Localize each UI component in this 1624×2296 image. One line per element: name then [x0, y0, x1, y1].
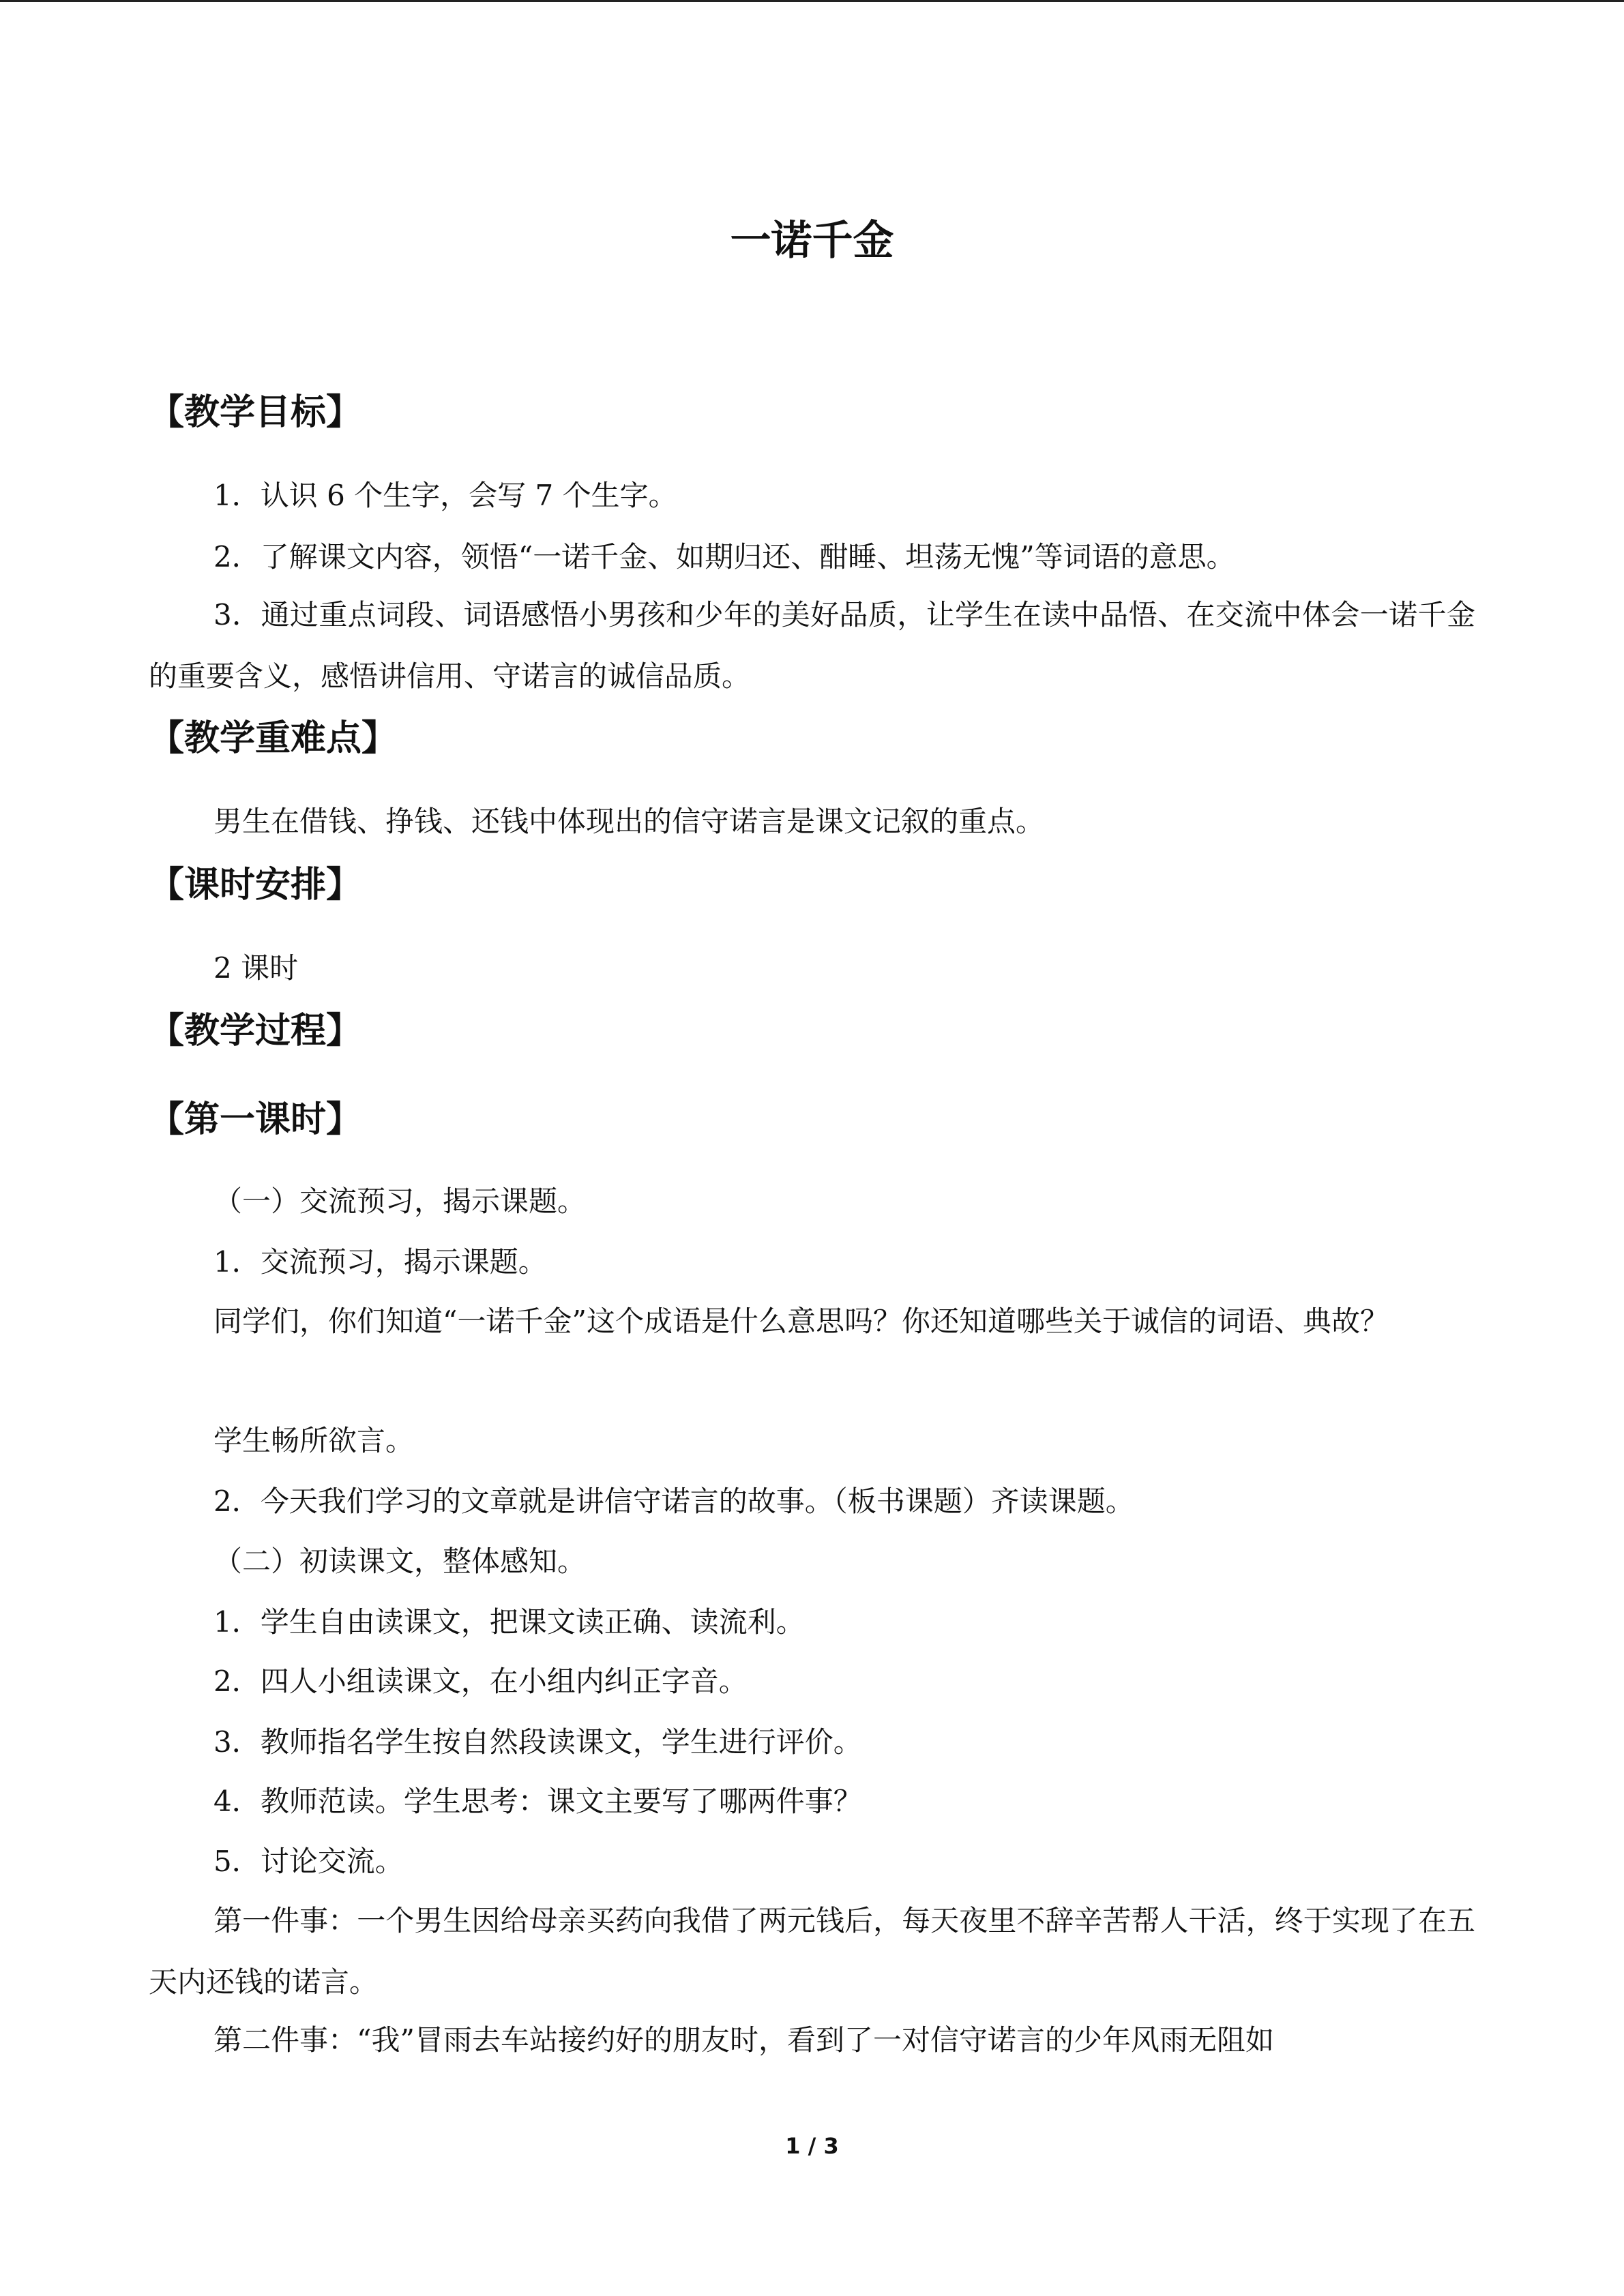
lesson-para-6: （二）初读课文，整体感知。: [213, 1545, 587, 1578]
heading-schedule: 【课时安排】: [149, 865, 362, 906]
top-border-rule: [0, 0, 1624, 2]
key-points-text: 男生在借钱、挣钱、还钱中体现出的信守诺言是课文记叙的重点。: [213, 805, 1045, 838]
lesson-para-11: 5．讨论交流。: [213, 1845, 404, 1878]
lesson-para-1: （一）交流预习，揭示课题。: [213, 1184, 587, 1218]
lesson-para-9: 3．教师指名学生按自然段读课文，学生进行评价。: [213, 1725, 862, 1759]
lesson-para-5: 2．今天我们学习的文章就是讲信守诺言的故事。（板书课题）齐读课题。: [213, 1485, 1134, 1518]
lesson-para-10: 4．教师范读。学生思考：课文主要写了哪两件事？: [213, 1785, 862, 1818]
objective-item-1: 1．认识 6 个生字，会写 7 个生字。: [213, 479, 677, 512]
lesson-para-12: 第一件事：一个男生因给母亲买药向我借了两元钱后，每天夜里不辞辛苦帮人干活，终于实现了在五天内还钱的诺言。: [149, 1904, 1475, 1999]
lesson-para-2: 1．交流预习，揭示课题。: [213, 1245, 547, 1279]
page-indicator: 1 / 3: [785, 2133, 839, 2159]
lesson-para-7: 1．学生自由读课文，把课文读正确、读流利。: [213, 1605, 805, 1639]
objective-item-2: 2．了解课文内容，领悟“一诺千金、如期归还、酣睡、坦荡无愧”等词语的意思。: [213, 540, 1235, 573]
lesson-para-3: 同学们，你们知道“一诺千金”这个成语是什么意思吗？你还知道哪些关于诚信的词语、典故？: [213, 1304, 1389, 1338]
heading-key-points: 【教学重难点】: [149, 718, 398, 759]
document-title: 一诺千金: [730, 217, 894, 265]
heading-lesson-one: 【第一课时】: [149, 1099, 362, 1140]
objective-item-3: 3．通过重点词段、词语感悟小男孩和少年的美好品质，让学生在读中品悟、在交流中体会一诺千金的重要含义，感悟讲信用、守诺言的诚信品质。: [149, 598, 1475, 693]
lesson-para-4: 学生畅所欲言。: [213, 1424, 415, 1457]
heading-process: 【教学过程】: [149, 1011, 362, 1052]
schedule-text: 2 课时: [213, 951, 299, 985]
lesson-para-13: 第二件事：“我”冒雨去车站接约好的朋友时，看到了一对信守诺言的少年风雨无阻如: [213, 2023, 1274, 2057]
lesson-para-8: 2．四人小组读课文，在小组内纠正字音。: [213, 1665, 748, 1698]
heading-objectives: 【教学目标】: [149, 392, 362, 433]
